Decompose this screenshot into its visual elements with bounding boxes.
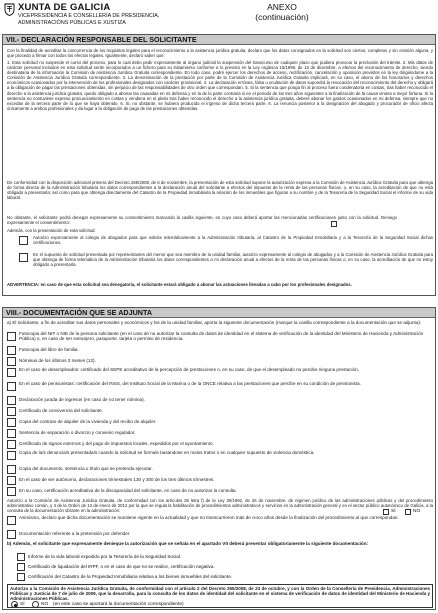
page-header bbox=[2, 2, 436, 34]
doc-item-checkbox[interactable] bbox=[7, 465, 16, 474]
doc-item-rental-contract[interactable] bbox=[7, 417, 433, 428]
authorize-college-text: Autorizo expresamente al colegio de abogados para que solicite telemáticamente a la Administración tributaria, al Catastro de la Propiedad Inmobiliaria y a la Tesorería de la Seguridad Social dichas certificaciones. bbox=[33, 235, 433, 246]
doc-item-complaints[interactable] bbox=[7, 450, 433, 463]
doc-item-checkbox[interactable] bbox=[7, 516, 16, 525]
doc-item-label: Documentación referente a la pretensión por defender. bbox=[19, 531, 131, 536]
identity-consultation-text: Autorizo a la Comisión de Asistencia Jurídica Gratuita, de conformidad con el artículo 2 del Decreto 255/2008, de 23 de octubre, y con la Orden de la Consellería de Presidencia, Administraciones Públicas y Justicia de 7 de julio de 2009, que la desarrolla, para la consulta de los datos de identidad del solicitante en el sistema de verificación de datos de identidad del Ministerio de Hacienda y Administraciones Públicas. bbox=[10, 586, 430, 601]
doc-item-label: En su caso, certificación acreditativa de la discapacidad del solicitante, en caso de no autorizar la consulta. bbox=[19, 488, 237, 493]
doc-item-checkbox[interactable] bbox=[7, 382, 16, 391]
identity-no-label: NO bbox=[41, 601, 49, 607]
deny-consent-text: No obstante, el solicitante podrá denegar expresamente su consentimiento marcando la casilla siguiente, en cuyo caso deberá aportar las mencionadas certificaciones junto con la solicitud. Deniego expresamente el consentimiento: bbox=[7, 215, 397, 226]
doc-item-checkbox[interactable] bbox=[7, 368, 16, 377]
doc-item-label: Certificado de signos externos y del pago de impuestos locales, expedidos por el ayuntamiento. bbox=[19, 441, 214, 446]
identity-yes-label: SÍ bbox=[20, 601, 25, 607]
section-b-text: b) Además, el solicitante que expresamente denieque la autorización que se señala en el apartado VII deberá presentar obligatoriamente la siguiente documentación: bbox=[7, 541, 369, 546]
b-item-checkbox[interactable] bbox=[17, 563, 25, 571]
doc-item-self-employed[interactable] bbox=[7, 475, 433, 486]
b-item-checkbox[interactable] bbox=[17, 573, 25, 581]
galicia-coat-of-arms-icon bbox=[4, 3, 15, 16]
doc-item-checkbox[interactable] bbox=[7, 396, 16, 405]
doc-item-ruling-copy[interactable] bbox=[7, 464, 433, 475]
conformity-text: De conformidad con la disposición adicional primera del Decreto 269/2008, de 6 de noviembre, la presentación de esta solicitud supone la autorización expresa a la Comisión de Asistencia Jurídica Gratuita para que obtenga de forma directa de la Administración tributaria los datos correspondientes a la declaración anual del solicitante a efectos del impuesto de la renta de las personas físicas, o, en su caso, la acreditación de que no está obligado a presentarla; así como para que obtenga directamente del Catastro de la Propiedad Inmobiliaria la relación de los inmuebles que figuran a su nombre y de la Tesorería de la Seguridad Social el informe de su vida laboral. bbox=[7, 180, 433, 201]
doc-item-label: Fotocopia del libro de familia. bbox=[19, 347, 79, 352]
doc-item-checkbox[interactable] bbox=[7, 530, 16, 539]
doc-item-label: Nóminas de los últimos 3 meses (12). bbox=[19, 358, 96, 363]
doc-item-external-signs[interactable] bbox=[7, 439, 433, 450]
authorize-college-checkbox[interactable] bbox=[19, 236, 28, 245]
identity-yes-radio[interactable] bbox=[11, 601, 18, 608]
b-item-label: Certificado de liquidación del IRPF, o en el caso de que no se realice, certificación negativa. bbox=[28, 564, 215, 569]
doc-item-checkbox[interactable] bbox=[7, 346, 16, 355]
doc-item-pensioners[interactable] bbox=[7, 381, 433, 394]
authorization-no-label: NO bbox=[413, 509, 421, 514]
annex-subtitle: (continuación) bbox=[255, 11, 309, 22]
doc-item-checkbox[interactable] bbox=[7, 476, 16, 485]
department-name: VICEPRESIDENCIA E CONSELLERÍA DE PRESIDENCIA, ADMINISTRACIÓNS PÚBLICAS E XUSTIZA bbox=[18, 13, 160, 26]
doc-item-label: En el caso de pensionistas: certificación del INSS, del Instituto Social de la Marina o de la ONCE relativa a las prestaciones que percibe en su condición de pensionista. bbox=[19, 381, 361, 386]
section-responsible-declaration bbox=[2, 34, 436, 296]
doc-item-checkbox[interactable] bbox=[7, 357, 16, 366]
doc-item-family-book[interactable] bbox=[7, 345, 433, 356]
section-attached-documentation bbox=[2, 307, 436, 610]
doc-item-divorce-ruling[interactable] bbox=[7, 428, 433, 439]
doc-item-label: Declaración jurada de ingresos (en caso de no tener nómina). bbox=[19, 397, 145, 402]
b-item-irpf[interactable] bbox=[17, 563, 431, 572]
authorization-text: Autorizo a la Comisión de Asistencia Jurídica Gratuita, de conformidad con los artículos 35 letra f) de la Ley 30/1992, de 26 de noviembre, de régimen jurídico de las administraciones públicas y del procedimiento administrativo común, y 4 de la Orden de 12 de enero de 2012 por la que se regula la habilitación de procedimientos administrativos y servicios en la administración general y en el sector público autonómico de Galicia, a la consulta de la documentación obrante en la administración: bbox=[7, 498, 433, 514]
doc-item-payslips[interactable] bbox=[7, 356, 433, 367]
brand-name: XUNTA DE GALICIA bbox=[18, 2, 111, 13]
doc-item-checkbox[interactable] bbox=[7, 487, 16, 496]
declaration-points: 1. Esta solicitud no suspende el curso del proceso, para lo cual debo pedir expresamente al órgano judicial la suspensión del transcurso de cualquier plazo que pudiera provocar la preclusión del trámite. 2. Mis datos de carácter personal incluidos en esta solicitud serán incorporados a un fichero para su tratamiento conforme a lo previsto en la Ley orgánica 15/1999, de 13 de diciembre, a efectos del reconocimiento de derecho, siendo destinataria de la información la Comisión de Asistencia Jurídica Gratuita correspondiente. En todo caso, podré ejercer los derechos de acceso, rectificación, cancelación y oposición previstos en la ley dirigiéndome a la Comisión de Asistencia Jurídica Gratuita correspondiente. 3. La denominación de la prestación por parte de la Comisión de Asistencia Jurídica Gratuita implicará, en su caso, el abono de los honorarios y derechos económicos ocasionados por la intervención de los profesionales designados con carácter provisional. 4. La declaración errónea, falsa u ocultación de datos supondrá la revocación del reconocimiento del derecho y obligará a la obligación de pagar las prestaciones obtenidas, sin perjuicio de las responsabilidades de otro orden que correspondan. 5. Si la sentencia que ponga fin al proceso fuera condenatoria en costas, tras haber reconocido el derecho a la asistencia jurídica gratuita, quedo obligado a abonar las causadas en mi defensa y en la de la parte contraria si en el periodo de los tres años siguientes a la finalización de la causa viniera a mejor fortuna. Si la sentencia no contuviese expreso pronunciamiento en costas y vendiera en el pleito tras haber reconocido el derecho a la asistencia jurídica gratuita, deberé abonar los gastos ocasionados en mi defensa, siempre que no excedan de la tercera parte de lo que se haya obtenido. 6. Si, no obstante, se hubiera producido el ingreso de dicha tercera parte. 6. La renuncia posterior a la designación del abogado y procurador de oficio afecta únicamente a ambos profesionales y da lugar a la obligación de pago de las prestaciones obtenidas. bbox=[7, 60, 433, 111]
authorization-yes-label: SÍ bbox=[391, 509, 396, 514]
doc-item-label: Copia de la/s denuncia/s presentada/s cuando la solicitud se formule basándose en malos tratos o en cualquier supuesto de violencia doméstica. bbox=[19, 450, 315, 455]
authorize-minor-checkbox[interactable] bbox=[19, 253, 28, 262]
doc-item-checkbox[interactable] bbox=[7, 440, 16, 449]
doc-item-label: En el caso de ser autónomo, declaraciones trimestrales 130 y 300 de los tres últimos trimestres. bbox=[19, 477, 215, 482]
doc-item-nif[interactable] bbox=[7, 331, 433, 344]
doc-item-label: Fotocopia del NIF o NIE de la persona solicitante (en el caso de no autorizar la consulta de datos de identidad en el sistema de verificación de la identidad del Ministerio de Hacienda y Administración Pública) o, en caso de ser extranjero, pasaporte, tarjeta o permiso de residencia. bbox=[19, 331, 424, 342]
b-item-checkbox[interactable] bbox=[17, 553, 25, 561]
b-item-label: Informe de la vida laboral expedido por la Tesorería de la Seguridad Social. bbox=[28, 554, 182, 559]
b-item-work-history[interactable] bbox=[17, 553, 431, 562]
doc-item-checkbox[interactable] bbox=[7, 418, 16, 427]
doc-item-checkbox[interactable] bbox=[7, 429, 16, 438]
deny-consent-checkbox[interactable] bbox=[331, 221, 337, 227]
doc-item-label: Asimismo, declaro que dicha documentación se mantiene vigente en la actualidad y que no transcurrieron más de cinco años desde la finalización del procedimiento al que correspondan. bbox=[19, 515, 399, 520]
doc-item-validity-declaration[interactable] bbox=[7, 515, 433, 528]
authorize-minor-text: En el supuesto de solicitud presentada por representantes del menor que sea miembro de la unidad familiar, autorizo expresamente al colegio de abogados y a la Comisión de Asistencia Jurídica Gratuita para que obtenga de forma telemática de la Administración tributaria los datos correspondientes a mi declaración anual a efectos de la renta de las personas físicas o, en su caso, la acreditación de que no estoy obligado a presentarla. bbox=[33, 252, 433, 268]
doc-item-label: Certificado de convivencia del solicitante. bbox=[19, 408, 104, 413]
doc-item-checkbox[interactable] bbox=[7, 451, 16, 460]
annex-title bbox=[247, 3, 317, 22]
doc-item-income-declaration[interactable] bbox=[7, 395, 433, 406]
doc-item-disability[interactable] bbox=[7, 486, 433, 497]
doc-item-cohabitation[interactable] bbox=[7, 406, 433, 417]
identity-no-radio[interactable] bbox=[32, 601, 39, 608]
section-8-title: VIII.- DOCUMENTACIÓN QUE SE ADJUNTA bbox=[3, 308, 435, 318]
also-label: Además, con la presentación de esta solicitud: bbox=[7, 228, 96, 233]
doc-item-unemployed[interactable] bbox=[7, 367, 433, 380]
section-7-title: VII.- DECLARACIÓN RESPONSABLE DEL SOLICITANTE bbox=[3, 35, 435, 45]
documentation-intro: a) El solicitante, a fin de acreditar sus datos personales y económicos y los de la unidad familiar, aporta la siguiente documentación (marque la casilla correspondiente a la documentación que se adjunta): bbox=[7, 320, 422, 325]
declaration-intro: Con la finalidad de acreditar la concurrencia de los requisitos legales para el reconocimiento a la asistencia jurídica gratuita, declaro que los datos consignados en la solicitud son ciertos, completos y sin omisión alguna, y que procedo a firmar con todos los efectos legales. Igualmente, declaro saber que: bbox=[7, 48, 433, 59]
doc-item-label: Copia del contrato de alquiler de la vivienda y del recibo de alquiler. bbox=[19, 419, 157, 424]
doc-item-label: Copia del documento, sentencia u título que se pretenda ejecutar. bbox=[19, 466, 153, 471]
doc-item-checkbox[interactable] bbox=[7, 332, 16, 341]
doc-item-claim-docs[interactable] bbox=[7, 529, 433, 540]
warning-text: ADVERTENCIA: en caso de que esta solicitud sea denegatoria, el solicitante estará obligado a abonar las actuaciones llevadas a cabo por los profesionales designados. bbox=[7, 282, 352, 287]
identity-consultation-box bbox=[7, 584, 433, 608]
doc-item-label: Sentencia de separación o divorcio y convenio regulador. bbox=[19, 430, 136, 435]
identity-no-note: (en este caso se aportará la documentación correspondiente) bbox=[53, 601, 184, 607]
annex-label: ANEXO bbox=[267, 2, 297, 12]
doc-item-checkbox[interactable] bbox=[7, 407, 16, 416]
b-item-cadastre[interactable] bbox=[17, 573, 431, 582]
xunta-logo bbox=[4, 2, 164, 32]
b-item-label: Certificación del Catastro de la Propiedad Inmobiliaria relativa a los bienes inmuebles del solicitante. bbox=[28, 574, 233, 579]
doc-item-label: En el caso de desempleados: certificado del SEPE acreditativo de la percepción de prestaciones o, en su caso, de que el desempleado no percibe ninguna prestación. bbox=[19, 367, 359, 372]
